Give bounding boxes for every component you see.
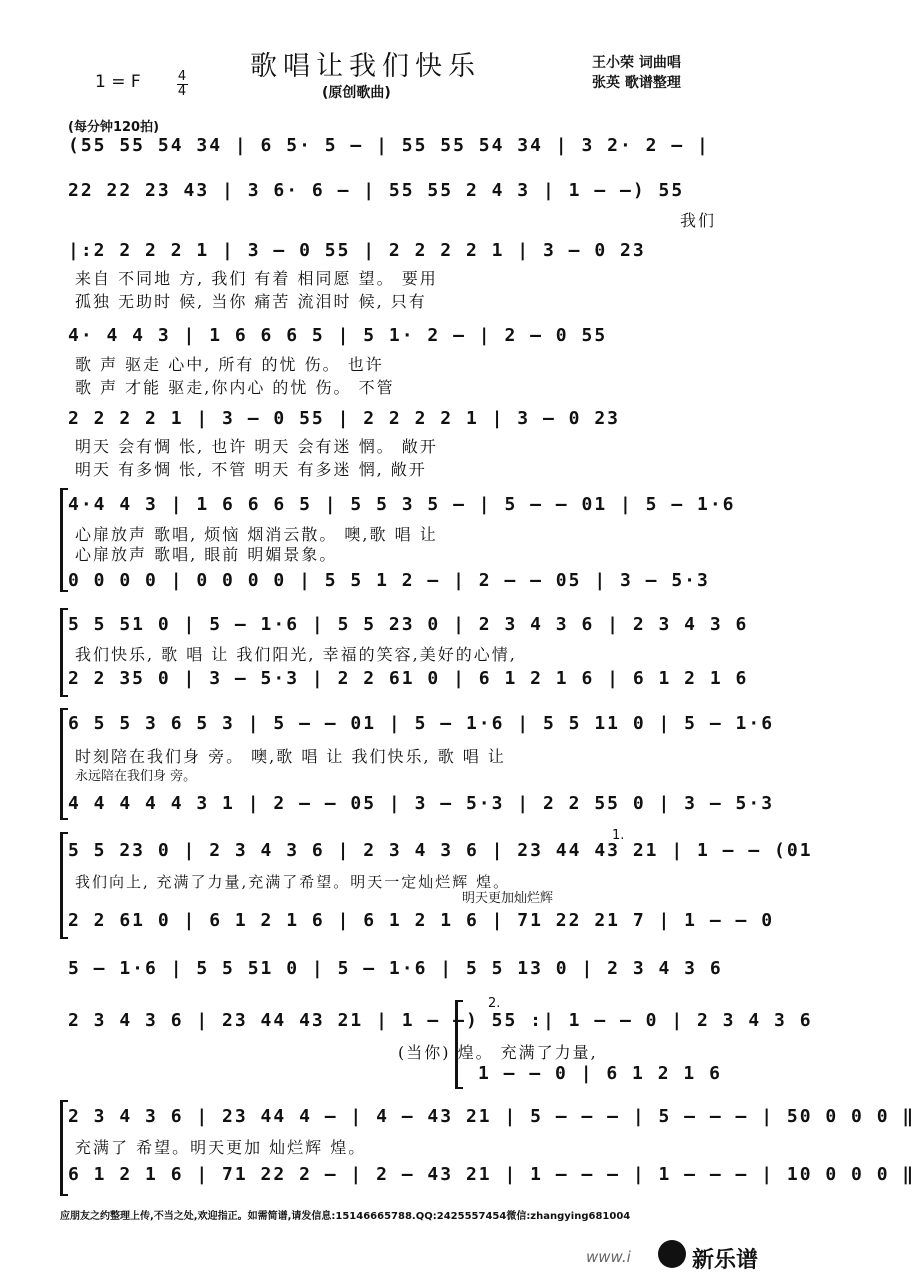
system-brace — [60, 488, 68, 592]
lyric-3b: 孤独 无助时 候, 当你 痛苦 流泪时 候, 只有 — [75, 292, 427, 311]
score-line-5: 2 2 2 2 1 | 3 — 0 55 | 2 2 2 2 1 | 3 — 0 23 — [68, 408, 620, 429]
lyric-pickup: 我们 — [680, 211, 717, 230]
lyric-4b: 歌 声 才能 驱走,你内心 的忧 伤。 不管 — [75, 378, 395, 397]
score-line-2: 22 22 23 43 | 3 6· 6 — | 55 55 2 4 3 | 1 — —) 55 — [68, 180, 685, 201]
score-line-7-lower: 2 2 35 0 | 3 — 5·3 | 2 2 61 0 | 6 1 2 1 6 | 6 1 2 1 6 — [68, 668, 749, 689]
lyric-3a: 来自 不同地 方, 我们 有着 相同愿 望。 要用 — [75, 269, 438, 288]
logo-record-icon — [658, 1240, 686, 1268]
site-logo: 新乐谱 — [692, 1248, 759, 1273]
lyric-8b: 永远陪在我们身 旁。 — [75, 769, 197, 784]
score-line-8: 6 5 5 3 6 5 3 | 5 — — 01 | 5 — 1·6 | 5 5 11 0 | 5 — 1·6 — [68, 713, 775, 734]
system-brace — [60, 832, 68, 939]
score-line-4: 4· 4 4 3 | 1 6 6 6 5 | 5 1· 2 — | 2 — 0 55 — [68, 325, 608, 346]
score-line-12-lower: 6 1 2 1 6 | 71 22 2 — | 2 — 43 21 | 1 — — — | 1 — — — | 10 0 0 0 ‖ — [68, 1164, 915, 1185]
score-line-6: 4·4 4 3 | 1 6 6 6 5 | 5 5 3 5 — | 5 — — 01 | 5 — 1·6 — [68, 494, 736, 515]
score-line-6-lower: 0 0 0 0 | 0 0 0 0 | 5 5 1 2 — | 2 — — 05 | 3 — 5·3 — [68, 570, 710, 591]
lyric-8a: 时刻陪在我们身 旁。 噢,歌 唱 让 我们快乐, 歌 唱 让 — [75, 747, 506, 766]
time-signature — [176, 70, 188, 99]
score-line-9-lower: 2 2 61 0 | 6 1 2 1 6 | 6 1 2 1 6 | 71 22 21 7 | 1 — — 0 — [68, 910, 775, 931]
score-line-9: 5 5 23 0 | 2 3 4 3 6 | 2 3 4 3 6 | 23 44 43 21 | 1 — — (01 — [68, 840, 813, 861]
score-line-10: 5 — 1·6 | 5 5 51 0 | 5 — 1·6 | 5 5 13 0 | 2 3 4 3 6 — [68, 958, 723, 979]
lyric-5b: 明天 有多惆 怅, 不管 明天 有多迷 惘, 敞开 — [75, 460, 427, 479]
lyric-6b: 心扉放声 歌唱, 眼前 明媚景象。 — [75, 545, 338, 564]
lyric-5a: 明天 会有惆 怅, 也许 明天 会有迷 惘。 敞开 — [75, 437, 438, 456]
arranger-credit: 张英 歌谱整理 — [592, 75, 681, 91]
lyric-11: (当你) 煌。 充满了力量, — [398, 1043, 598, 1062]
lyric-6a: 心扉放声 歌唱, 烦恼 烟消云散。 噢,歌 唱 让 — [75, 525, 438, 544]
volta-2-label: 2. — [488, 996, 501, 1011]
score-line-7: 5 5 51 0 | 5 — 1·6 | 5 5 23 0 | 2 3 4 3 6 | 2 3 4 3 6 — [68, 614, 749, 635]
score-line-8-lower: 4 4 4 4 4 3 1 | 2 — — 05 | 3 — 5·3 | 2 2 55 0 | 3 — 5·3 — [68, 793, 775, 814]
footer-note: 应朋友之约整理上传,不当之处,欢迎指正。如需简谱,请发信息:15146665788.QQ:2425557454微信:zhangying681004 — [60, 1211, 631, 1222]
lyric-7: 我们快乐, 歌 唱 让 我们阳光, 幸福的笑容,美好的心情, — [75, 645, 517, 664]
volta-1-label: 1. — [612, 828, 625, 843]
song-subtitle: (原创歌曲) — [322, 85, 391, 101]
score-line-11: 2 3 4 3 6 | 23 44 43 21 | 1 — —) 55 :| 1 — — 0 | 2 3 4 3 6 — [68, 1010, 813, 1031]
composer-credit: 王小荣 词曲唱 — [592, 55, 681, 71]
tempo-marking: (每分钟120拍) — [68, 120, 160, 135]
system-brace — [60, 708, 68, 820]
key-signature: 1 = F — [95, 72, 141, 92]
lyric-12: 充满了 希望。明天更加 灿烂辉 煌。 — [75, 1138, 367, 1157]
lyric-9b: 明天更加灿烂辉 — [462, 891, 554, 906]
system-brace — [60, 1100, 68, 1196]
watermark-url: www.i — [586, 1248, 631, 1266]
system-brace — [60, 608, 68, 697]
score-line-11-lower: 1 — — 0 | 6 1 2 1 6 — [478, 1063, 722, 1084]
time-sig-top: 4 — [177, 69, 187, 84]
score-line-3: |:2 2 2 2 1 | 3 — 0 55 | 2 2 2 2 1 | 3 — 0 23 — [68, 240, 646, 261]
time-sig-bottom: 4 — [177, 84, 187, 99]
song-title: 歌唱让我们快乐 — [250, 51, 481, 82]
score-line-1: (55 55 54 34 | 6 5· 5 — | 55 55 54 34 | 3 2· 2 — | — [68, 135, 710, 156]
lyric-4a: 歌 声 驱走 心中, 所有 的忧 伤。 也许 — [75, 355, 384, 374]
score-line-12: 2 3 4 3 6 | 23 44 4 — | 4 — 43 21 | 5 — — — | 5 — — — | 50 0 0 0 ‖ — [68, 1106, 915, 1127]
lyric-9a: 我们向上, 充满了力量,充满了希望。明天一定灿烂辉 煌。 — [75, 873, 511, 891]
